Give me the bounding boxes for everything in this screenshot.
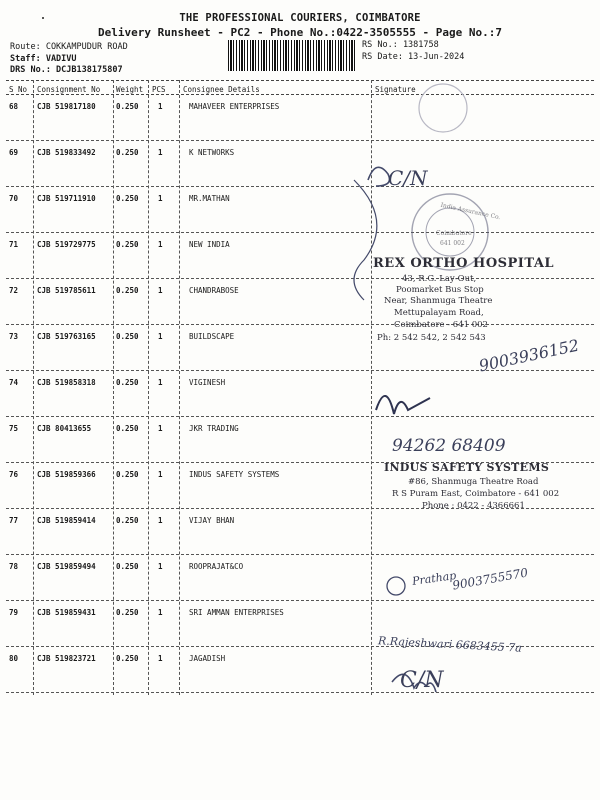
cell-weight: 0.250 <box>116 424 139 433</box>
cell-cno: CJB 519763165 <box>37 332 96 341</box>
cell-cno: CJB 519823721 <box>37 654 96 663</box>
cell-weight: 0.250 <box>116 516 139 525</box>
cell-cno: CJB 80413655 <box>37 424 92 433</box>
cell-sno: 68 <box>9 102 19 111</box>
col-consignee: Consignee Details <box>183 85 260 94</box>
cell-name: INDUS SAFETY SYSTEMS <box>189 470 280 479</box>
hospital-stamp-line: Near, Shanmuga Theatre <box>384 296 493 306</box>
hospital-stamp-line: Ph: 2 542 542, 2 542 543 <box>377 333 486 343</box>
cell-weight: 0.250 <box>116 148 139 157</box>
cell-name: MR.MATHAN <box>189 194 230 203</box>
cell-name: K NETWORKS <box>189 148 235 157</box>
cell-cno: CJB 519859414 <box>37 516 96 525</box>
col-sno: S No <box>9 85 28 94</box>
cell-name: SRI AMMAN ENTERPRISES <box>189 608 284 617</box>
cell-pcs: 1 <box>158 378 163 387</box>
cell-sno: 78 <box>9 562 19 571</box>
cell-weight: 0.250 <box>116 194 139 203</box>
cell-pcs: 1 <box>158 424 163 433</box>
cell-name: VIJAY BHAN <box>189 516 235 525</box>
handwritten-signature: R.Rajeshwari 6683455 7a <box>377 634 523 655</box>
cell-sno: 79 <box>9 608 19 617</box>
cell-sno: 70 <box>9 194 19 203</box>
drs-number: DRS No.: DCJB138175807 <box>10 65 123 75</box>
cell-sno: 73 <box>9 332 19 341</box>
cell-name: ROOPRAJAT&CO <box>189 562 244 571</box>
cell-cno: CJB 519711910 <box>37 194 96 203</box>
cell-pcs: 1 <box>158 516 163 525</box>
cell-weight: 0.250 <box>116 286 139 295</box>
company-title: THE PROFESSIONAL COURIERS, COIMBATORE <box>179 12 421 24</box>
cell-cno: CJB 519859431 <box>37 608 96 617</box>
cell-pcs: 1 <box>158 562 163 571</box>
col-signature: Signature <box>375 85 416 94</box>
cell-sno: 72 <box>9 286 19 295</box>
cell-cno: CJB 519729775 <box>37 240 96 249</box>
seal-text: Coimbatore <box>436 230 472 237</box>
cell-sno: 71 <box>9 240 19 249</box>
faint-seal-circle <box>419 84 467 132</box>
cell-pcs: 1 <box>158 654 163 663</box>
cell-sno: 75 <box>9 424 19 433</box>
rs-number: RS No.: 1381758 <box>362 40 439 50</box>
cell-name: JKR TRADING <box>189 424 239 433</box>
cell-name: NEW INDIA <box>189 240 230 249</box>
col-pcs: PCS <box>152 85 166 94</box>
cell-cno: CJB 519833492 <box>37 148 96 157</box>
hospital-stamp-line: Mettupalayam Road, <box>394 308 484 318</box>
cell-cno: CJB 519817180 <box>37 102 96 111</box>
cell-weight: 0.250 <box>116 332 139 341</box>
cell-weight: 0.250 <box>116 654 139 663</box>
indus-stamp-line: #86, Shanmuga Theatre Road <box>408 477 539 487</box>
hospital-stamp-line: Coimbatore - 641 002 <box>394 320 488 330</box>
runsheet-subtitle: Delivery Runsheet - PC2 - Phone No.:0422-3505555 - Page No.:7 <box>98 26 502 39</box>
cell-pcs: 1 <box>158 608 163 617</box>
cell-weight: 0.250 <box>116 562 139 571</box>
col-consignment: Consignment No <box>37 85 101 94</box>
hospital-stamp-line: 43, R.G. Lay-Out, <box>402 274 477 284</box>
staff-label: Staff: VADIVU <box>10 53 77 64</box>
scribble <box>368 167 390 186</box>
cell-cno: CJB 519859366 <box>37 470 96 479</box>
seal-text: 641 002 <box>440 240 465 247</box>
handwritten-phone: 9003755570 <box>451 565 529 593</box>
cell-name: VIGINESH <box>189 378 226 387</box>
indus-stamp-line: Phone : 0422 - 4366661 <box>422 501 525 511</box>
handwritten-signature: C/N <box>388 166 428 190</box>
handwritten-phone: 9003936152 <box>477 335 581 376</box>
scribble <box>376 396 430 414</box>
cell-pcs: 1 <box>158 148 163 157</box>
cell-name: CHANDRABOSE <box>189 286 239 295</box>
cell-sno: 77 <box>9 516 19 525</box>
cell-pcs: 1 <box>158 470 163 479</box>
cell-pcs: 1 <box>158 194 163 203</box>
cell-pcs: 1 <box>158 240 163 249</box>
handwritten-number: 94262 68409 <box>392 436 506 456</box>
cell-name: BUILDSCAPE <box>189 332 235 341</box>
scribble <box>354 180 377 300</box>
cell-sno: 74 <box>9 378 19 387</box>
hospital-stamp-name: REX ORTHO HOSPITAL <box>373 256 555 271</box>
cell-pcs: 1 <box>158 102 163 111</box>
cell-weight: 0.250 <box>116 378 139 387</box>
scribble <box>387 577 405 595</box>
cell-weight: 0.250 <box>116 102 139 111</box>
handwritten-name: Prathap <box>411 568 458 589</box>
cell-cno: CJB 519858318 <box>37 378 96 387</box>
hospital-stamp-line: Poomarket Bus Stop <box>396 285 484 295</box>
cell-name: JAGADISH <box>189 654 226 663</box>
cell-weight: 0.250 <box>116 470 139 479</box>
cell-weight: 0.250 <box>116 240 139 249</box>
seal-text: India Assurance Co. <box>439 201 502 222</box>
route-label: Route: COKKAMPUDUR ROAD <box>10 42 128 52</box>
col-weight: Weight <box>116 85 144 94</box>
cell-weight: 0.250 <box>116 608 139 617</box>
cell-sno: 80 <box>9 654 19 663</box>
cell-cno: CJB 519859494 <box>37 562 96 571</box>
cell-pcs: 1 <box>158 286 163 295</box>
cell-sno: 69 <box>9 148 19 157</box>
handwritten-signature: C/N <box>400 668 444 693</box>
cell-cno: CJB 519785611 <box>37 286 96 295</box>
cell-sno: 76 <box>9 470 19 479</box>
cell-pcs: 1 <box>158 332 163 341</box>
indus-stamp-name: INDUS SAFETY SYSTEMS <box>384 461 550 474</box>
indus-stamp-line: R S Puram East, Coimbatore - 641 002 <box>392 489 560 499</box>
cell-name: MAHAVEER ENTERPRISES <box>189 102 280 111</box>
rs-date: RS Date: 13-Jun-2024 <box>362 51 465 62</box>
